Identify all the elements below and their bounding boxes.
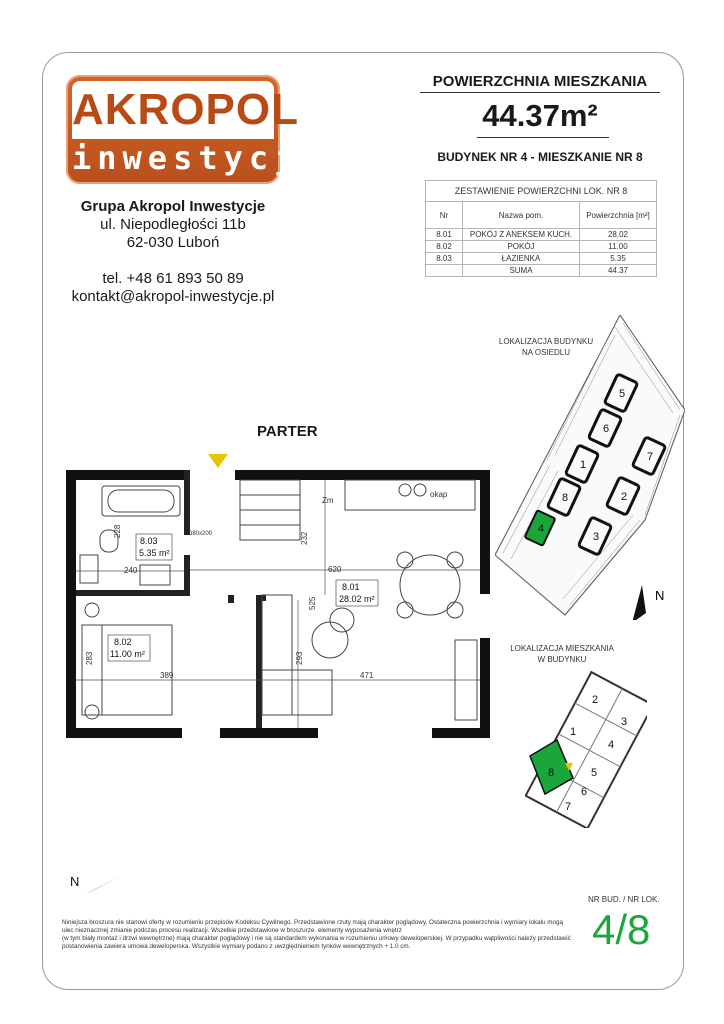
site-building-label: 2	[620, 491, 628, 503]
dimension-label: 620	[328, 565, 342, 574]
table-cell: 8.01	[426, 229, 463, 241]
building-label: BUDYNEK NR 4 - MIESZKANIE NR 8	[437, 150, 643, 164]
floor-unit-label: 4	[607, 739, 615, 751]
area-value: 44.37m²	[482, 98, 598, 133]
room-area: 11.00 m²	[110, 649, 145, 659]
company-phone[interactable]: tel. +48 61 893 50 89	[102, 270, 244, 287]
site-building-label: 7	[646, 451, 654, 463]
logo-bottom-text: inwestycje	[72, 139, 325, 177]
floor-unit-label: 3	[620, 716, 628, 728]
floor-unit-label: 1	[569, 726, 577, 738]
table-row	[426, 229, 657, 241]
dimension-label: 228	[113, 524, 122, 538]
table-cell: 5.35	[580, 253, 657, 265]
logo-top-text: AKROPOL	[72, 81, 274, 139]
floor-map	[525, 668, 647, 828]
site-building-label: 5	[618, 388, 626, 400]
site-building-label: 4	[537, 523, 545, 535]
north-arrow-main-icon	[68, 868, 128, 898]
site-map-label-line: LOKALIZACJA BUDYNKU	[498, 337, 594, 346]
dimension-label: 232	[300, 531, 309, 545]
dimension-label: 293	[295, 651, 304, 665]
north-label: N	[655, 588, 665, 603]
room-area: 28.02 m²	[339, 594, 375, 604]
fridge-label: Zm	[322, 496, 334, 505]
north-arrow-icon	[632, 585, 664, 620]
room-number: 8.01	[342, 582, 360, 592]
entrance-arrow-icon	[208, 454, 228, 468]
room-area: 5.35 m²	[139, 548, 170, 558]
site-map	[495, 315, 685, 620]
dimension-label: 525	[308, 596, 317, 610]
table-cell: 8.03	[426, 253, 463, 265]
nr-value: 4/8	[592, 906, 651, 953]
table-cell	[426, 265, 463, 277]
dimension-lines	[76, 480, 480, 728]
site-building-label: 3	[592, 531, 600, 543]
north-label: N	[70, 874, 80, 889]
hood-label: okap	[430, 490, 448, 499]
company-email[interactable]: kontakt@akropol-inwestycje.pl	[71, 288, 275, 305]
floor-unit-label: 2	[591, 694, 599, 706]
area-title: POWIERZCHNIA MIESZKANIA	[420, 73, 660, 93]
table-row	[426, 253, 657, 265]
room-number: 8.02	[114, 637, 132, 647]
dimension-label: 283	[85, 651, 94, 665]
dimension-label: 471	[360, 671, 374, 680]
table-total-row	[426, 265, 657, 277]
table-total-value: 44.37	[580, 265, 657, 277]
table-cell: 8.02	[426, 241, 463, 253]
floor-unit-label: 6	[580, 786, 588, 798]
table-row	[426, 241, 657, 253]
table-cell: POKÓJ	[463, 241, 580, 253]
table-header: Nr	[426, 202, 463, 229]
disclaimer-line: postanowienia zawiera umowa deweloperska. Wszystkie wymiary podano z uwzględnieniem tynków wewnętrznych + 1.0 cm.	[62, 943, 411, 950]
disclaimer-line: ulec nieznacznej zmianie podczas procesu realizacji. Wszelkie przedstawione w broszurze. elementy wyposażenia wnętrz	[62, 927, 402, 934]
floor-map-label	[492, 643, 632, 665]
table-header: Powierzchnia [m²]	[580, 202, 657, 229]
table-total-label: SUMA	[463, 265, 580, 277]
disclaimer	[62, 919, 582, 951]
table-cell: POKÓJ Z ANEKSEM KUCH.	[463, 229, 580, 241]
floor-unit-label: 7	[564, 801, 572, 813]
site-building-label: 1	[579, 459, 587, 471]
room-number: 8.03	[140, 536, 158, 546]
dimension-label: 240	[124, 566, 138, 575]
table-cell: 11.00	[580, 241, 657, 253]
area-summary-table	[425, 180, 657, 277]
company-name: Grupa Akropol Inwestycje	[80, 198, 266, 215]
table-header: Nazwa pom.	[463, 202, 580, 229]
table-caption: ZESTAWIENIE POWIERZCHNI LOK. NR 8	[426, 181, 657, 202]
nr-label: NR BUD. / NR LOK.	[588, 895, 660, 904]
table-cell: ŁAZIENKA	[463, 253, 580, 265]
site-building-label: 8	[561, 492, 569, 504]
company-city: 62-030 Luboń	[126, 234, 220, 251]
floor-plan	[60, 450, 500, 760]
table-cell: 28.02	[580, 229, 657, 241]
area-underline	[477, 137, 609, 138]
disclaimer-line: Niniejsza broszura nie stanowi oferty w rozumieniu przepisów Kodeksu Cywilnego. Przedstawione rzuty mają charakter poglądowy. Ostateczna powierzchnia i wymiary lokalu mogą	[62, 919, 564, 926]
floor-map-label-line: LOKALIZACJA MIESZKANIA	[510, 644, 614, 653]
site-map-label-line: NA OSIEDLU	[521, 348, 570, 357]
floor-map-label-line: W BUDYNKU	[537, 655, 587, 664]
company-street: ul. Niepodległości 11b	[100, 216, 246, 233]
table-header-row	[426, 202, 657, 229]
level-label: PARTER	[257, 423, 318, 440]
disclaimer-line: (w tym biały montaż i drzwi wewnętrzne) mają charakter poglądowy i nie są standardem wykonania w rozumieniu umowy deweloperskiej. W przypadku wątpliwości należy przedstawić	[62, 935, 571, 942]
akropol-logo	[66, 75, 325, 184]
dimension-label: 389	[160, 671, 174, 680]
floor-unit-label: 5	[590, 767, 598, 779]
door-label: D80x200	[188, 531, 213, 537]
floor-unit-label: 8	[547, 767, 555, 779]
site-building-label: 6	[602, 423, 610, 435]
